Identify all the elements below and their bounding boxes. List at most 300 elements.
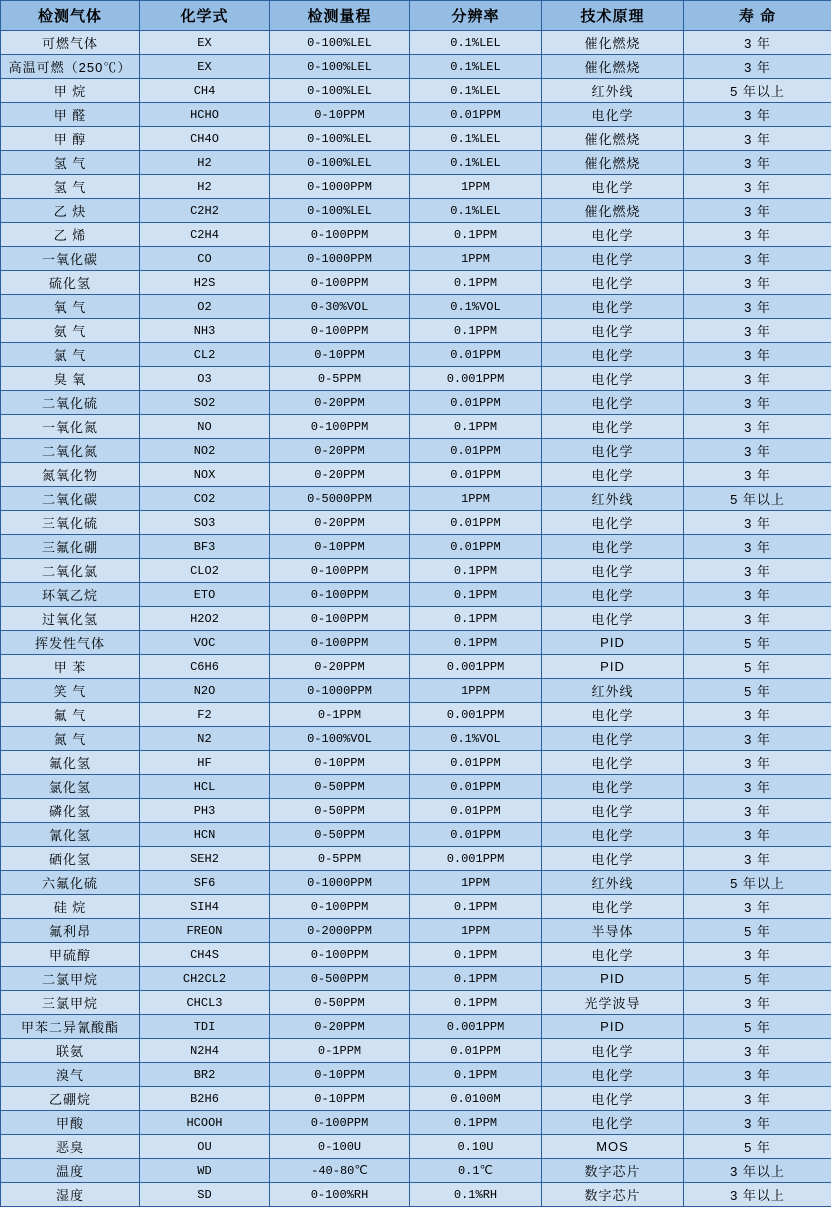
cell-resolution: 0.01PPM	[410, 103, 542, 127]
cell-formula: EX	[140, 55, 270, 79]
cell-range: 0-2000PPM	[270, 919, 410, 943]
table-row	[1, 391, 831, 415]
cell-range: 0-5000PPM	[270, 487, 410, 511]
cell-gas: 氟利昂	[1, 919, 140, 943]
cell-principle: 电化学	[542, 463, 684, 487]
cell-principle: 电化学	[542, 103, 684, 127]
cell-gas: 一氧化碳	[1, 247, 140, 271]
cell-resolution: 0.01PPM	[410, 343, 542, 367]
cell-resolution: 0.0100M	[410, 1087, 542, 1111]
cell-resolution: 0.1PPM	[410, 1063, 542, 1087]
cell-life: 3 年	[684, 559, 831, 583]
cell-life: 5 年	[684, 1015, 831, 1039]
cell-principle: 电化学	[542, 559, 684, 583]
table-row	[1, 127, 831, 151]
cell-gas: 一氧化氮	[1, 415, 140, 439]
cell-principle: 电化学	[542, 943, 684, 967]
cell-resolution: 0.1PPM	[410, 895, 542, 919]
cell-formula: CH4	[140, 79, 270, 103]
cell-range: 0-100%LEL	[270, 31, 410, 55]
cell-range: 0-100%LEL	[270, 127, 410, 151]
cell-resolution: 0.01PPM	[410, 775, 542, 799]
cell-formula: O2	[140, 295, 270, 319]
table-row	[1, 967, 831, 991]
cell-range: 0-20PPM	[270, 1015, 410, 1039]
cell-resolution: 0.1PPM	[410, 991, 542, 1015]
cell-range: -40-80℃	[270, 1159, 410, 1183]
cell-gas: 联氨	[1, 1039, 140, 1063]
cell-principle: 催化燃烧	[542, 55, 684, 79]
cell-resolution: 0.1PPM	[410, 631, 542, 655]
cell-life: 3 年	[684, 319, 831, 343]
cell-formula: N2	[140, 727, 270, 751]
cell-formula: N2O	[140, 679, 270, 703]
cell-gas: 氟化氢	[1, 751, 140, 775]
cell-resolution: 0.1%VOL	[410, 727, 542, 751]
cell-range: 0-1PPM	[270, 1039, 410, 1063]
cell-formula: SEH2	[140, 847, 270, 871]
cell-range: 0-1PPM	[270, 703, 410, 727]
cell-gas: 氨 气	[1, 319, 140, 343]
table-row	[1, 295, 831, 319]
cell-principle: 催化燃烧	[542, 31, 684, 55]
cell-range: 0-100PPM	[270, 1111, 410, 1135]
table-row	[1, 319, 831, 343]
cell-formula: H2	[140, 151, 270, 175]
cell-gas: 硫化氢	[1, 271, 140, 295]
cell-resolution: 0.1PPM	[410, 415, 542, 439]
cell-principle: 电化学	[542, 511, 684, 535]
cell-life: 3 年	[684, 103, 831, 127]
cell-range: 0-1000PPM	[270, 175, 410, 199]
cell-resolution: 0.1PPM	[410, 583, 542, 607]
cell-life: 3 年	[684, 271, 831, 295]
cell-gas: 臭 氧	[1, 367, 140, 391]
cell-gas: 可燃气体	[1, 31, 140, 55]
cell-principle: 电化学	[542, 1111, 684, 1135]
table-header	[1, 1, 831, 31]
cell-formula: C6H6	[140, 655, 270, 679]
table-row	[1, 175, 831, 199]
cell-range: 0-10PPM	[270, 1063, 410, 1087]
cell-gas: 氢 气	[1, 175, 140, 199]
cell-range: 0-10PPM	[270, 1087, 410, 1111]
cell-principle: 电化学	[542, 175, 684, 199]
cell-gas: 三氟化硼	[1, 535, 140, 559]
cell-resolution: 0.10U	[410, 1135, 542, 1159]
cell-life: 3 年	[684, 127, 831, 151]
cell-range: 0-10PPM	[270, 535, 410, 559]
table-row	[1, 559, 831, 583]
table-row	[1, 727, 831, 751]
cell-range: 0-20PPM	[270, 439, 410, 463]
cell-gas: 甲硫醇	[1, 943, 140, 967]
cell-gas: 三氯甲烷	[1, 991, 140, 1015]
cell-range: 0-100PPM	[270, 631, 410, 655]
table-row	[1, 943, 831, 967]
cell-formula: TDI	[140, 1015, 270, 1039]
cell-life: 3 年	[684, 991, 831, 1015]
cell-gas: 氧 气	[1, 295, 140, 319]
cell-principle: 红外线	[542, 79, 684, 103]
cell-principle: 电化学	[542, 247, 684, 271]
cell-resolution: 0.01PPM	[410, 391, 542, 415]
cell-formula: H2S	[140, 271, 270, 295]
cell-principle: 电化学	[542, 775, 684, 799]
cell-principle: 催化燃烧	[542, 127, 684, 151]
cell-resolution: 0.1PPM	[410, 271, 542, 295]
cell-life: 3 年	[684, 223, 831, 247]
cell-resolution: 0.01PPM	[410, 463, 542, 487]
cell-formula: HCN	[140, 823, 270, 847]
cell-gas: 过氧化氢	[1, 607, 140, 631]
cell-life: 5 年	[684, 967, 831, 991]
cell-resolution: 0.1%LEL	[410, 151, 542, 175]
cell-resolution: 0.001PPM	[410, 847, 542, 871]
cell-range: 0-5PPM	[270, 367, 410, 391]
cell-range: 0-100PPM	[270, 415, 410, 439]
cell-gas: 二氧化氮	[1, 439, 140, 463]
table-row	[1, 1135, 831, 1159]
cell-formula: SO3	[140, 511, 270, 535]
cell-gas: 硒化氢	[1, 847, 140, 871]
cell-formula: N2H4	[140, 1039, 270, 1063]
cell-gas: 温度	[1, 1159, 140, 1183]
cell-gas: 六氟化硫	[1, 871, 140, 895]
cell-formula: CH4S	[140, 943, 270, 967]
table-row	[1, 823, 831, 847]
cell-formula: C2H4	[140, 223, 270, 247]
cell-range: 0-1000PPM	[270, 679, 410, 703]
cell-principle: 催化燃烧	[542, 199, 684, 223]
cell-principle: MOS	[542, 1135, 684, 1159]
cell-life: 3 年	[684, 1063, 831, 1087]
table-row	[1, 799, 831, 823]
cell-range: 0-1000PPM	[270, 871, 410, 895]
cell-gas: 甲酸	[1, 1111, 140, 1135]
column-header-formula: 化学式	[140, 1, 270, 31]
cell-formula: CH4O	[140, 127, 270, 151]
table-row	[1, 415, 831, 439]
cell-formula: B2H6	[140, 1087, 270, 1111]
table-row	[1, 535, 831, 559]
cell-formula: C2H2	[140, 199, 270, 223]
cell-range: 0-10PPM	[270, 751, 410, 775]
cell-principle: 电化学	[542, 799, 684, 823]
cell-formula: OU	[140, 1135, 270, 1159]
table-row	[1, 55, 831, 79]
cell-gas: 挥发性气体	[1, 631, 140, 655]
cell-range: 0-100PPM	[270, 223, 410, 247]
cell-range: 0-100PPM	[270, 583, 410, 607]
cell-principle: 电化学	[542, 295, 684, 319]
header-row	[1, 1, 831, 31]
cell-principle: 电化学	[542, 391, 684, 415]
cell-resolution: 0.01PPM	[410, 1039, 542, 1063]
cell-life: 3 年	[684, 295, 831, 319]
cell-principle: PID	[542, 655, 684, 679]
cell-resolution: 0.001PPM	[410, 1015, 542, 1039]
cell-range: 0-5PPM	[270, 847, 410, 871]
cell-formula: F2	[140, 703, 270, 727]
cell-principle: PID	[542, 967, 684, 991]
cell-life: 3 年	[684, 847, 831, 871]
cell-principle: 电化学	[542, 367, 684, 391]
table-row	[1, 487, 831, 511]
cell-life: 3 年	[684, 1039, 831, 1063]
cell-life: 3 年	[684, 1111, 831, 1135]
cell-life: 3 年	[684, 55, 831, 79]
cell-gas: 高温可燃（250℃）	[1, 55, 140, 79]
cell-formula: CHCL3	[140, 991, 270, 1015]
cell-life: 3 年	[684, 607, 831, 631]
table-row	[1, 1111, 831, 1135]
cell-range: 0-50PPM	[270, 799, 410, 823]
cell-gas: 氯 气	[1, 343, 140, 367]
table-row	[1, 31, 831, 55]
table-row	[1, 775, 831, 799]
cell-life: 3 年	[684, 391, 831, 415]
cell-gas: 二氯甲烷	[1, 967, 140, 991]
cell-principle: 电化学	[542, 727, 684, 751]
cell-gas: 三氧化硫	[1, 511, 140, 535]
cell-range: 0-500PPM	[270, 967, 410, 991]
table-row	[1, 247, 831, 271]
cell-life: 3 年	[684, 703, 831, 727]
table-row	[1, 703, 831, 727]
cell-range: 0-100%LEL	[270, 151, 410, 175]
cell-life: 5 年	[684, 655, 831, 679]
cell-formula: O3	[140, 367, 270, 391]
cell-range: 0-100%LEL	[270, 55, 410, 79]
cell-formula: FREON	[140, 919, 270, 943]
cell-principle: 催化燃烧	[542, 151, 684, 175]
cell-formula: BR2	[140, 1063, 270, 1087]
cell-resolution: 0.1%RH	[410, 1183, 542, 1207]
cell-formula: CL2	[140, 343, 270, 367]
cell-resolution: 0.01PPM	[410, 439, 542, 463]
cell-life: 3 年	[684, 583, 831, 607]
cell-gas: 甲苯二异氰酸酯	[1, 1015, 140, 1039]
cell-principle: 电化学	[542, 535, 684, 559]
cell-principle: 电化学	[542, 895, 684, 919]
cell-principle: 电化学	[542, 223, 684, 247]
cell-principle: 电化学	[542, 847, 684, 871]
cell-life: 3 年	[684, 511, 831, 535]
cell-resolution: 0.1PPM	[410, 319, 542, 343]
cell-life: 3 年	[684, 751, 831, 775]
table-row	[1, 463, 831, 487]
cell-gas: 二氧化硫	[1, 391, 140, 415]
cell-resolution: 1PPM	[410, 871, 542, 895]
cell-range: 0-100%LEL	[270, 199, 410, 223]
cell-resolution: 1PPM	[410, 919, 542, 943]
cell-range: 0-100PPM	[270, 607, 410, 631]
cell-resolution: 0.001PPM	[410, 655, 542, 679]
cell-gas: 氢 气	[1, 151, 140, 175]
cell-resolution: 0.1%LEL	[410, 31, 542, 55]
cell-formula: SF6	[140, 871, 270, 895]
cell-formula: NO2	[140, 439, 270, 463]
cell-gas: 二氧化氯	[1, 559, 140, 583]
cell-formula: NH3	[140, 319, 270, 343]
table-row	[1, 511, 831, 535]
cell-resolution: 0.1PPM	[410, 607, 542, 631]
cell-principle: 电化学	[542, 1063, 684, 1087]
cell-life: 3 年	[684, 367, 831, 391]
cell-principle: 电化学	[542, 319, 684, 343]
cell-principle: 红外线	[542, 487, 684, 511]
cell-life: 5 年以上	[684, 871, 831, 895]
cell-principle: 数字芯片	[542, 1159, 684, 1183]
cell-formula: CO2	[140, 487, 270, 511]
cell-life: 3 年	[684, 799, 831, 823]
cell-range: 0-10PPM	[270, 103, 410, 127]
cell-formula: CH2CL2	[140, 967, 270, 991]
cell-formula: H2O2	[140, 607, 270, 631]
cell-formula: HCOOH	[140, 1111, 270, 1135]
cell-life: 3 年	[684, 415, 831, 439]
cell-life: 3 年	[684, 727, 831, 751]
cell-principle: 电化学	[542, 1039, 684, 1063]
cell-resolution: 0.1PPM	[410, 559, 542, 583]
table-row	[1, 223, 831, 247]
table-row	[1, 1159, 831, 1183]
cell-principle: 红外线	[542, 679, 684, 703]
table-row	[1, 607, 831, 631]
cell-range: 0-30%VOL	[270, 295, 410, 319]
cell-formula: H2	[140, 175, 270, 199]
cell-gas: 环氧乙烷	[1, 583, 140, 607]
table-row	[1, 847, 831, 871]
cell-resolution: 0.1%VOL	[410, 295, 542, 319]
cell-principle: 光学波导	[542, 991, 684, 1015]
cell-life: 3 年	[684, 775, 831, 799]
cell-resolution: 1PPM	[410, 247, 542, 271]
cell-life: 5 年以上	[684, 79, 831, 103]
cell-resolution: 0.01PPM	[410, 751, 542, 775]
cell-range: 0-100%VOL	[270, 727, 410, 751]
cell-life: 5 年	[684, 631, 831, 655]
cell-range: 0-50PPM	[270, 991, 410, 1015]
cell-life: 3 年	[684, 463, 831, 487]
cell-formula: PH3	[140, 799, 270, 823]
cell-range: 0-100%LEL	[270, 79, 410, 103]
cell-life: 3 年	[684, 151, 831, 175]
cell-life: 3 年	[684, 247, 831, 271]
table-body	[1, 31, 831, 1207]
table-row	[1, 151, 831, 175]
table-row	[1, 1183, 831, 1207]
cell-resolution: 0.1PPM	[410, 223, 542, 247]
cell-formula: HCL	[140, 775, 270, 799]
cell-resolution: 0.1%LEL	[410, 79, 542, 103]
cell-resolution: 0.1%LEL	[410, 127, 542, 151]
cell-formula: NOX	[140, 463, 270, 487]
cell-gas: 溴气	[1, 1063, 140, 1087]
table-row	[1, 103, 831, 127]
cell-resolution: 0.1PPM	[410, 943, 542, 967]
cell-principle: 电化学	[542, 583, 684, 607]
cell-resolution: 1PPM	[410, 487, 542, 511]
cell-life: 5 年以上	[684, 487, 831, 511]
cell-formula: VOC	[140, 631, 270, 655]
table-row	[1, 631, 831, 655]
cell-gas: 笑 气	[1, 679, 140, 703]
cell-resolution: 1PPM	[410, 175, 542, 199]
cell-range: 0-20PPM	[270, 391, 410, 415]
table-row	[1, 367, 831, 391]
cell-gas: 恶臭	[1, 1135, 140, 1159]
cell-range: 0-100%RH	[270, 1183, 410, 1207]
cell-life: 3 年	[684, 31, 831, 55]
cell-formula: EX	[140, 31, 270, 55]
cell-life: 5 年	[684, 1135, 831, 1159]
cell-formula: CLO2	[140, 559, 270, 583]
table-row	[1, 919, 831, 943]
cell-life: 3 年	[684, 1087, 831, 1111]
cell-range: 0-20PPM	[270, 655, 410, 679]
cell-formula: NO	[140, 415, 270, 439]
cell-gas: 氮氧化物	[1, 463, 140, 487]
table-row	[1, 343, 831, 367]
cell-formula: CO	[140, 247, 270, 271]
cell-resolution: 0.1%LEL	[410, 199, 542, 223]
cell-gas: 氟 气	[1, 703, 140, 727]
cell-resolution: 0.01PPM	[410, 511, 542, 535]
cell-life: 3 年以上	[684, 1183, 831, 1207]
table-row	[1, 583, 831, 607]
table-row	[1, 751, 831, 775]
cell-resolution: 0.01PPM	[410, 799, 542, 823]
table-row	[1, 679, 831, 703]
table-row	[1, 871, 831, 895]
cell-range: 0-1000PPM	[270, 247, 410, 271]
cell-gas: 硅 烷	[1, 895, 140, 919]
cell-life: 3 年	[684, 895, 831, 919]
cell-range: 0-100PPM	[270, 319, 410, 343]
cell-gas: 磷化氢	[1, 799, 140, 823]
cell-life: 3 年以上	[684, 1159, 831, 1183]
cell-formula: HCHO	[140, 103, 270, 127]
column-header-principle: 技术原理	[542, 1, 684, 31]
cell-resolution: 1PPM	[410, 679, 542, 703]
cell-resolution: 0.001PPM	[410, 703, 542, 727]
cell-life: 3 年	[684, 943, 831, 967]
cell-principle: 电化学	[542, 271, 684, 295]
cell-range: 0-10PPM	[270, 343, 410, 367]
cell-formula: SO2	[140, 391, 270, 415]
cell-range: 0-20PPM	[270, 511, 410, 535]
cell-life: 3 年	[684, 439, 831, 463]
cell-life: 3 年	[684, 199, 831, 223]
column-header-range: 检测量程	[270, 1, 410, 31]
cell-resolution: 0.1℃	[410, 1159, 542, 1183]
cell-gas: 二氧化碳	[1, 487, 140, 511]
cell-principle: PID	[542, 1015, 684, 1039]
cell-range: 0-100U	[270, 1135, 410, 1159]
cell-principle: 数字芯片	[542, 1183, 684, 1207]
cell-range: 0-50PPM	[270, 775, 410, 799]
cell-formula: BF3	[140, 535, 270, 559]
cell-resolution: 0.1PPM	[410, 967, 542, 991]
table-row	[1, 895, 831, 919]
cell-principle: 电化学	[542, 823, 684, 847]
cell-range: 0-100PPM	[270, 559, 410, 583]
cell-resolution: 0.001PPM	[410, 367, 542, 391]
cell-life: 5 年	[684, 679, 831, 703]
cell-gas: 甲 醛	[1, 103, 140, 127]
